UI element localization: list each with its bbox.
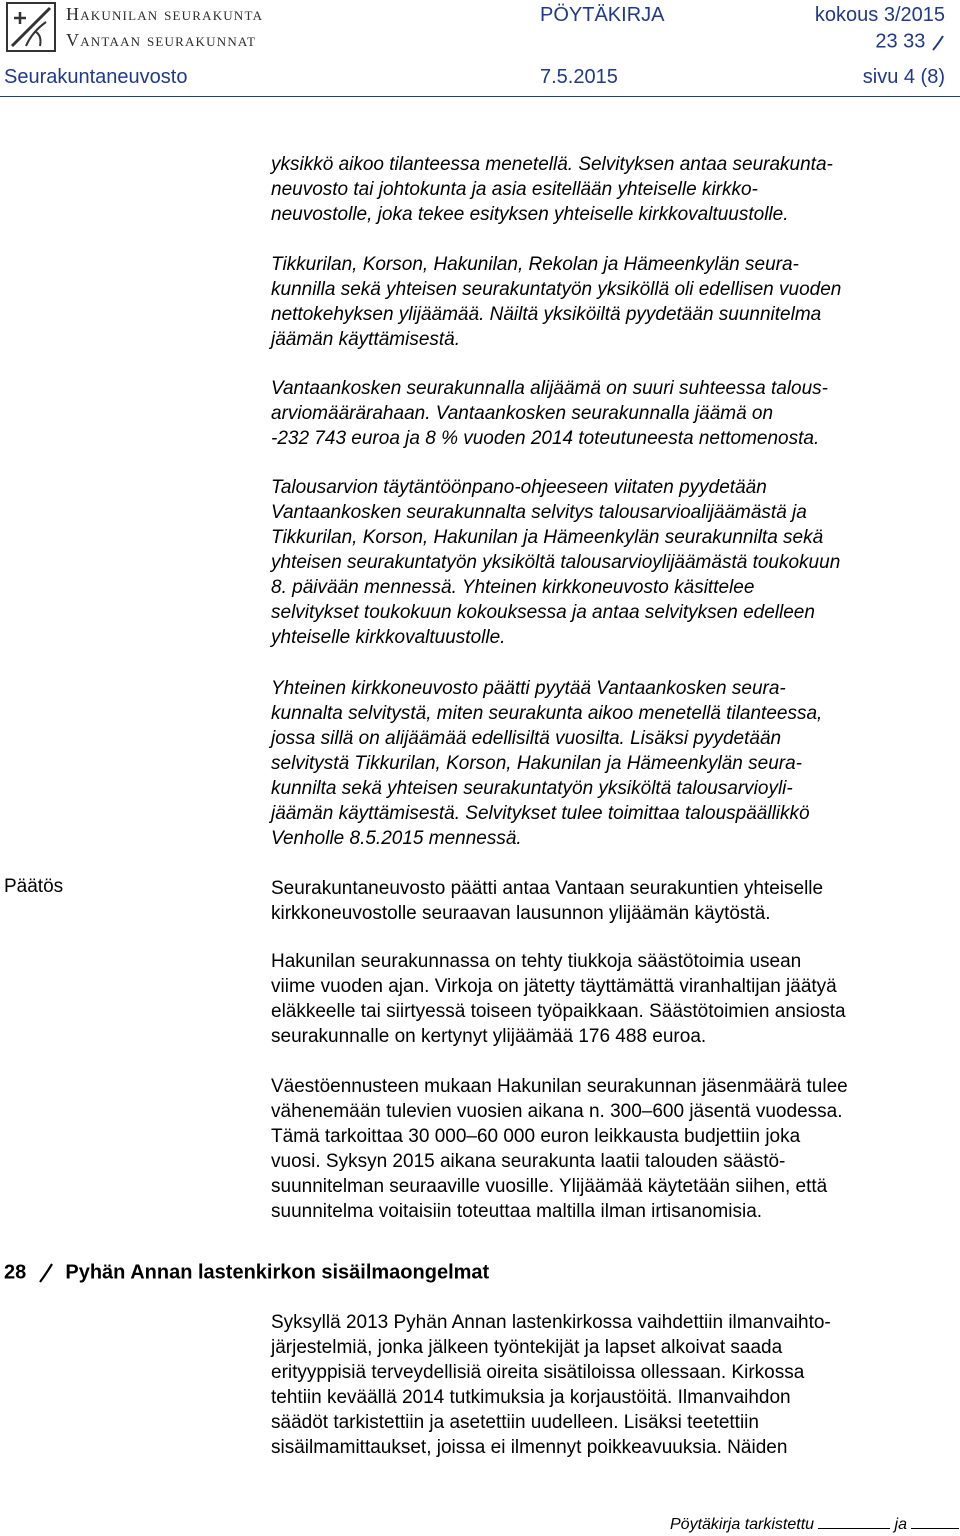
text-line: Tikkurilan, Korson, Hakunilan, Rekolan ja Hämeenkylän seura- [271, 254, 799, 275]
text-line: kunnalta selvitystä, miten seurakunta aikoo menetellä tilanteessa, [271, 703, 823, 724]
text-line: kirkkoneuvostolle seuraavan lausunnon ylijäämän käytöstä. [271, 903, 771, 924]
text-line: yhteisen seurakuntatyön yksiköltä talousarvioylijäämästä toukokuun [271, 552, 841, 573]
body-name: Seurakuntaneuvosto [4, 66, 188, 88]
text-line: järjestelmiä, jonka jälkeen työntekijät ja lapset alkoivat saada [271, 1337, 783, 1358]
text-line: 8. päivään mennessä. Yhteinen kirkkoneuvosto käsittelee [271, 577, 755, 598]
text-line: jossa sillä on alijäämää edellisiltä vuosilta. Lisäksi pyydetään [271, 728, 782, 749]
section-sign-icon [931, 30, 945, 54]
signature-line [818, 1514, 890, 1529]
text-line: neuvostolle, joka tekee esityksen yhteiselle kirkkovaltuustolle. [271, 204, 789, 225]
section-number: 28 [4, 1261, 27, 1284]
paragraph-8 [271, 1074, 956, 1224]
text-line: yhteiselle kirkkovaltuustolle. [271, 627, 506, 648]
text-line: Seurakuntaneuvosto päätti antaa Vantaan seurakuntien yhteiselle [271, 878, 824, 899]
paragraph-7 [271, 949, 956, 1049]
text-line: Vantaankosken seurakunnalta selvitys talousarvioalijäämästä ja [271, 502, 807, 523]
text-line: suunnitelma voitaisiin toteuttaa maltilla ilman irtisanomisia. [271, 1201, 763, 1222]
text-line: selvitystä Tikkurilan, Korson, Hakunilan ja Hämeenkylän seura- [271, 753, 803, 774]
text-line: jäämän käyttämisestä. Selvitykset tulee toimittaa talouspäällikkö [271, 803, 810, 824]
text-line: eläkkeelle tai siirtyessä toiseen työpaikkaan. Säästötoimien ansiosta [271, 1001, 846, 1022]
text-line: sisäilmamittaukset, joissa ei ilmennyt poikkeavuuksia. Näiden [271, 1437, 788, 1458]
paragraph-2 [271, 252, 956, 352]
paragraph-6 [271, 876, 956, 926]
text-line: -232 743 euroa ja 8 % vuoden 2014 toteutuneesta nettomenosta. [271, 428, 820, 449]
footer-checked [670, 1514, 959, 1534]
paragraph-3 [271, 376, 956, 451]
text-line: arviomäärärahaan. Vantaankosken seurakunnalla jäämä on [271, 403, 774, 424]
text-line: Vantaankosken seurakunnalla alijäämä on suuri suhteessa talous- [271, 378, 828, 399]
text-line: erityyppisiä terveydellisiä oireita sisätiloissa ollessaan. Kirkossa [271, 1362, 805, 1383]
signature-line [911, 1514, 959, 1529]
text-line: selvitykset toukokuun kokouksessa ja antaa selvityksen edelleen [271, 602, 815, 623]
section-range [770, 30, 945, 54]
paragraph-1 [271, 152, 956, 227]
text-line: Venholle 8.5.2015 mennessä. [271, 828, 522, 849]
church-emblem-icon [6, 2, 56, 52]
text-line: neuvosto tai johtokunta ja asia esitellään yhteiselle kirkko- [271, 179, 758, 200]
text-line: nettokehyksen ylijäämää. Näiltä yksiköiltä pyydetään suunnitelma [271, 304, 822, 325]
decision-label: Päätös [4, 876, 64, 897]
text-line: Yhteinen kirkkoneuvosto päätti pyytää Vantaankosken seura- [271, 678, 786, 699]
text-line: Väestöennusteen mukaan Hakunilan seurakunnan jäsenmäärä tulee [271, 1076, 848, 1097]
text-line: Tikkurilan, Korson, Hakunilan ja Hämeenkylän seurakunnilta sekä [271, 527, 824, 548]
section-heading [4, 1260, 489, 1286]
text-line: kunnilta sekä yhteisen seurakuntatyön yksiköltä talousarvioyli- [271, 778, 793, 799]
footer-checked-label: Pöytäkirja tarkistettu [670, 1516, 815, 1533]
text-line: viime vuoden ajan. Virkoja on jätetty täyttämättä viranhaltijan jäätyä [271, 976, 837, 997]
section-sign-icon [32, 1260, 60, 1286]
org-name-line2: Vantaan seurakunnat [66, 30, 257, 50]
document-type: PÖYTÄKIRJA [540, 4, 665, 26]
text-line: jäämän käyttämisestä. [271, 329, 461, 350]
footer-and-label: ja [894, 1516, 907, 1533]
text-line: Tämä tarkoittaa 30 000–60 000 euron leikkausta budjettiin joka [271, 1126, 801, 1147]
text-line: Hakunilan seurakunnassa on tehty tiukkoja säästötoimia usean [271, 951, 802, 972]
org-name-line1: Hakunilan seurakunta [66, 4, 264, 24]
text-line: vuosi. Syksyn 2015 aikana seurakunta laatii talouden säästö- [271, 1151, 786, 1172]
text-line: yksikkö aikoo tilanteessa menetellä. Selvityksen antaa seurakunta- [271, 154, 833, 175]
text-line: kunnilla sekä yhteisen seurakuntatyön yksiköllä oli edellisen vuoden [271, 279, 842, 300]
page-number: sivu 4 (8) [862, 66, 945, 88]
meeting-number: kokous 3/2015 [814, 4, 945, 26]
paragraph-4 [271, 475, 956, 650]
text-line: tehtiin keväällä 2014 tutkimuksia ja korjaustöitä. Ilmanvaihdon [271, 1387, 791, 1408]
text-line: suunnitelman seuraaville vuosille. Ylijäämää käytetään siihen, että [271, 1176, 828, 1197]
text-line: Syksyllä 2013 Pyhän Annan lastenkirkossa vaihdettiin ilmanvaihto- [271, 1312, 831, 1333]
text-line: Talousarvion täytäntöönpano-ohjeeseen viitaten pyydetään [271, 477, 767, 498]
text-line: vähenemään tulevien vuosien aikana n. 300–600 jäsentä vuodessa. [271, 1101, 843, 1122]
text-line: säädöt tarkistettiin ja asetettiin uudelleen. Lisäksi teetettiin [271, 1412, 759, 1433]
meeting-date: 7.5.2015 [540, 66, 618, 88]
header-divider [0, 96, 960, 97]
text-line: seurakunnalle on kertynyt ylijäämää 176 488 euroa. [271, 1026, 707, 1047]
section-title: Pyhän Annan lastenkirkon sisäilmaongelmat [65, 1261, 490, 1284]
paragraph-9 [271, 1310, 956, 1460]
section-range-text: 23 33 [875, 30, 926, 53]
paragraph-5 [271, 676, 956, 851]
